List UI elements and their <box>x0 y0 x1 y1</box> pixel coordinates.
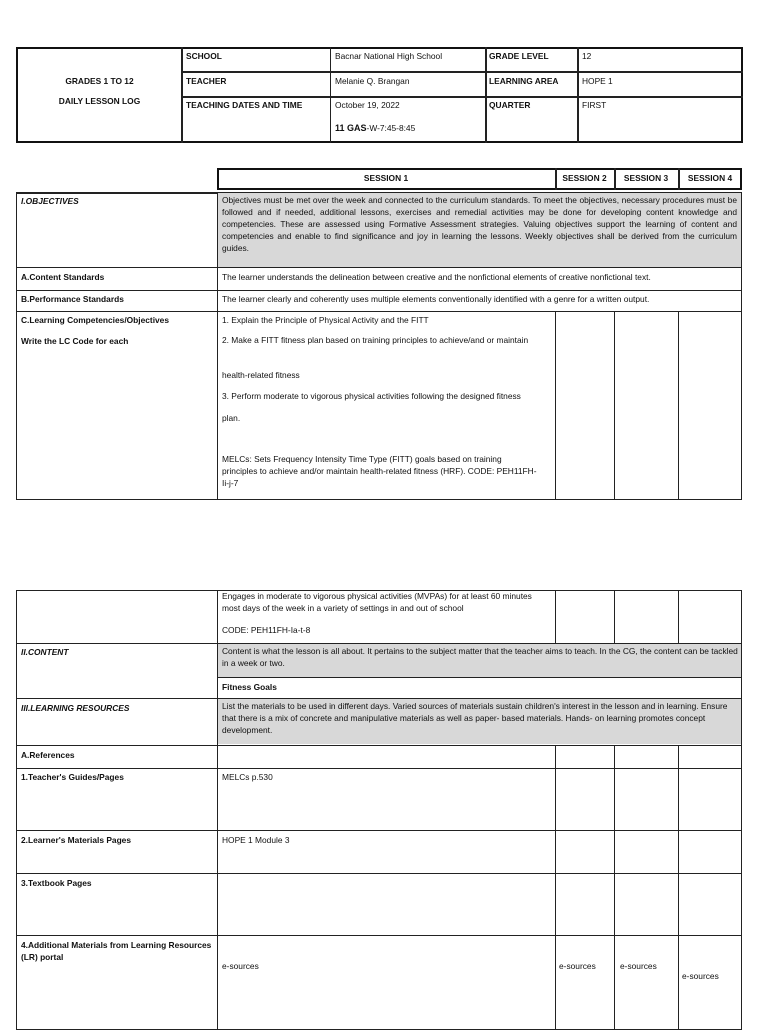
section-time <box>335 122 415 135</box>
teachers-guide-label: 1.Teacher's Guides/Pages <box>21 772 124 782</box>
lc-code-label: Write the LC Code for each <box>21 336 129 346</box>
section-name: 11 GAS <box>335 123 367 133</box>
teachers-guide-value: MELCs p.530 <box>222 772 273 782</box>
performance-standards-text: The learner clearly and coherently uses multiple elements conventionally identified with a genre for a written output. <box>222 294 650 304</box>
quarter-value: FIRST <box>582 100 607 110</box>
content-text: Content is what the lesson is all about. It pertains to the subject matter that the teacher aims to teach. In the CG, the content can be tackled in a week or two. <box>222 646 738 668</box>
session-2-header: SESSION 2 <box>562 173 607 183</box>
additional-session-3: e-sources <box>620 961 657 971</box>
school-label: SCHOOL <box>186 51 222 61</box>
competency-item-3b: plan. <box>222 413 241 423</box>
session-4-header: SESSION 4 <box>687 173 733 183</box>
school-value: Bacnar National High School <box>335 51 443 61</box>
learners-materials-value: HOPE 1 Module 3 <box>222 835 290 845</box>
grade-level-label: GRADE LEVEL <box>489 51 549 61</box>
session-1-header: SESSION 1 <box>363 173 409 183</box>
session-3-header: SESSION 3 <box>623 173 669 183</box>
references-label: A.References <box>21 750 75 760</box>
learning-area-label: LEARNING AREA <box>489 76 559 86</box>
fitness-goals: Fitness Goals <box>222 682 277 692</box>
teaching-dates-label: TEACHING DATES AND TIME <box>186 100 303 110</box>
engages-text: Engages in moderate to vigorous physical activities (MVPAs) for at least 60 minutes most days of the week in a variety of settings in and out of school <box>222 591 532 613</box>
competency-item-2: 2. Make a FITT fitness plan based on training principles to achieve/and or maintain <box>222 335 529 345</box>
content-standards-label: A.Content Standards <box>21 272 105 282</box>
engages-code: CODE: PEH11FH-Ia-t-8 <box>222 625 311 635</box>
competencies-label: C.Learning Competencies/Objectives <box>21 315 170 325</box>
teaching-dates-value: October 19, 2022 <box>335 100 400 110</box>
log-title-line1: GRADES 1 TO 12 <box>65 76 134 86</box>
learning-area-value: HOPE 1 <box>582 76 613 86</box>
competency-item-1: 1. Explain the Principle of Physical Activity and the FITT <box>222 315 429 325</box>
log-title-line2: DAILY LESSON LOG <box>58 96 141 106</box>
quarter-label: QUARTER <box>489 100 531 110</box>
content-label: II.CONTENT <box>21 647 69 657</box>
performance-standards-label: B.Performance Standards <box>21 294 124 304</box>
grade-level-value: 12 <box>582 51 592 61</box>
melcs-text: MELCs: Sets Frequency Intensity Time Type (FITT) goals based on training principles to achieve and/or maintain health-related fitness (HRF). CODE: PEH11FH-Ii-j-7 <box>222 454 537 488</box>
additional-session-4: e-sources <box>682 971 719 981</box>
objectives-label: I.OBJECTIVES <box>21 196 79 206</box>
additional-materials-label: 4.Additional Materials from Learning Resources (LR) portal <box>21 940 212 962</box>
learners-materials-label: 2.Learner's Materials Pages <box>21 835 131 845</box>
section-time-value: -W-7:45-8:45 <box>366 123 416 133</box>
learning-resources-label: III.LEARNING RESOURCES <box>21 703 130 713</box>
content-standards-text: The learner understands the delineation between creative and the nonfictional elements of creative nonfictional text. <box>222 272 651 282</box>
teacher-label: TEACHER <box>186 76 227 86</box>
competency-item-2b: health-related fitness <box>222 370 300 380</box>
additional-session-2: e-sources <box>559 961 596 971</box>
learning-resources-text: List the materials to be used in different days. Varied sources of materials sustain children's interest in the lesson and in learning. Ensure that there is a mix of concrete and manipulative materials as well as paper- based materials. Hands- on learning promotes concept development. <box>222 701 728 735</box>
objectives-text: Objectives must be met over the week and connected to the curriculum standards. To meet the objectives, necessary procedures must be followed and if needed, additional lessons, exercises and remedial activities may be done for developing content knowledge and competencies. These are assessed using Formative Assessment strategies. Valuing objectives support the learning of content and competencies and enable to find significance and joy in learning the lessons. Weekly objectives shall be derived from the curriculum guides. <box>222 195 737 253</box>
additional-session-1: e-sources <box>222 961 259 971</box>
textbook-pages-label: 3.Textbook Pages <box>21 878 92 888</box>
competency-item-3: 3. Perform moderate to vigorous physical activities following the designed fitness <box>222 391 521 401</box>
teacher-value: Melanie Q. Brangan <box>335 76 410 86</box>
